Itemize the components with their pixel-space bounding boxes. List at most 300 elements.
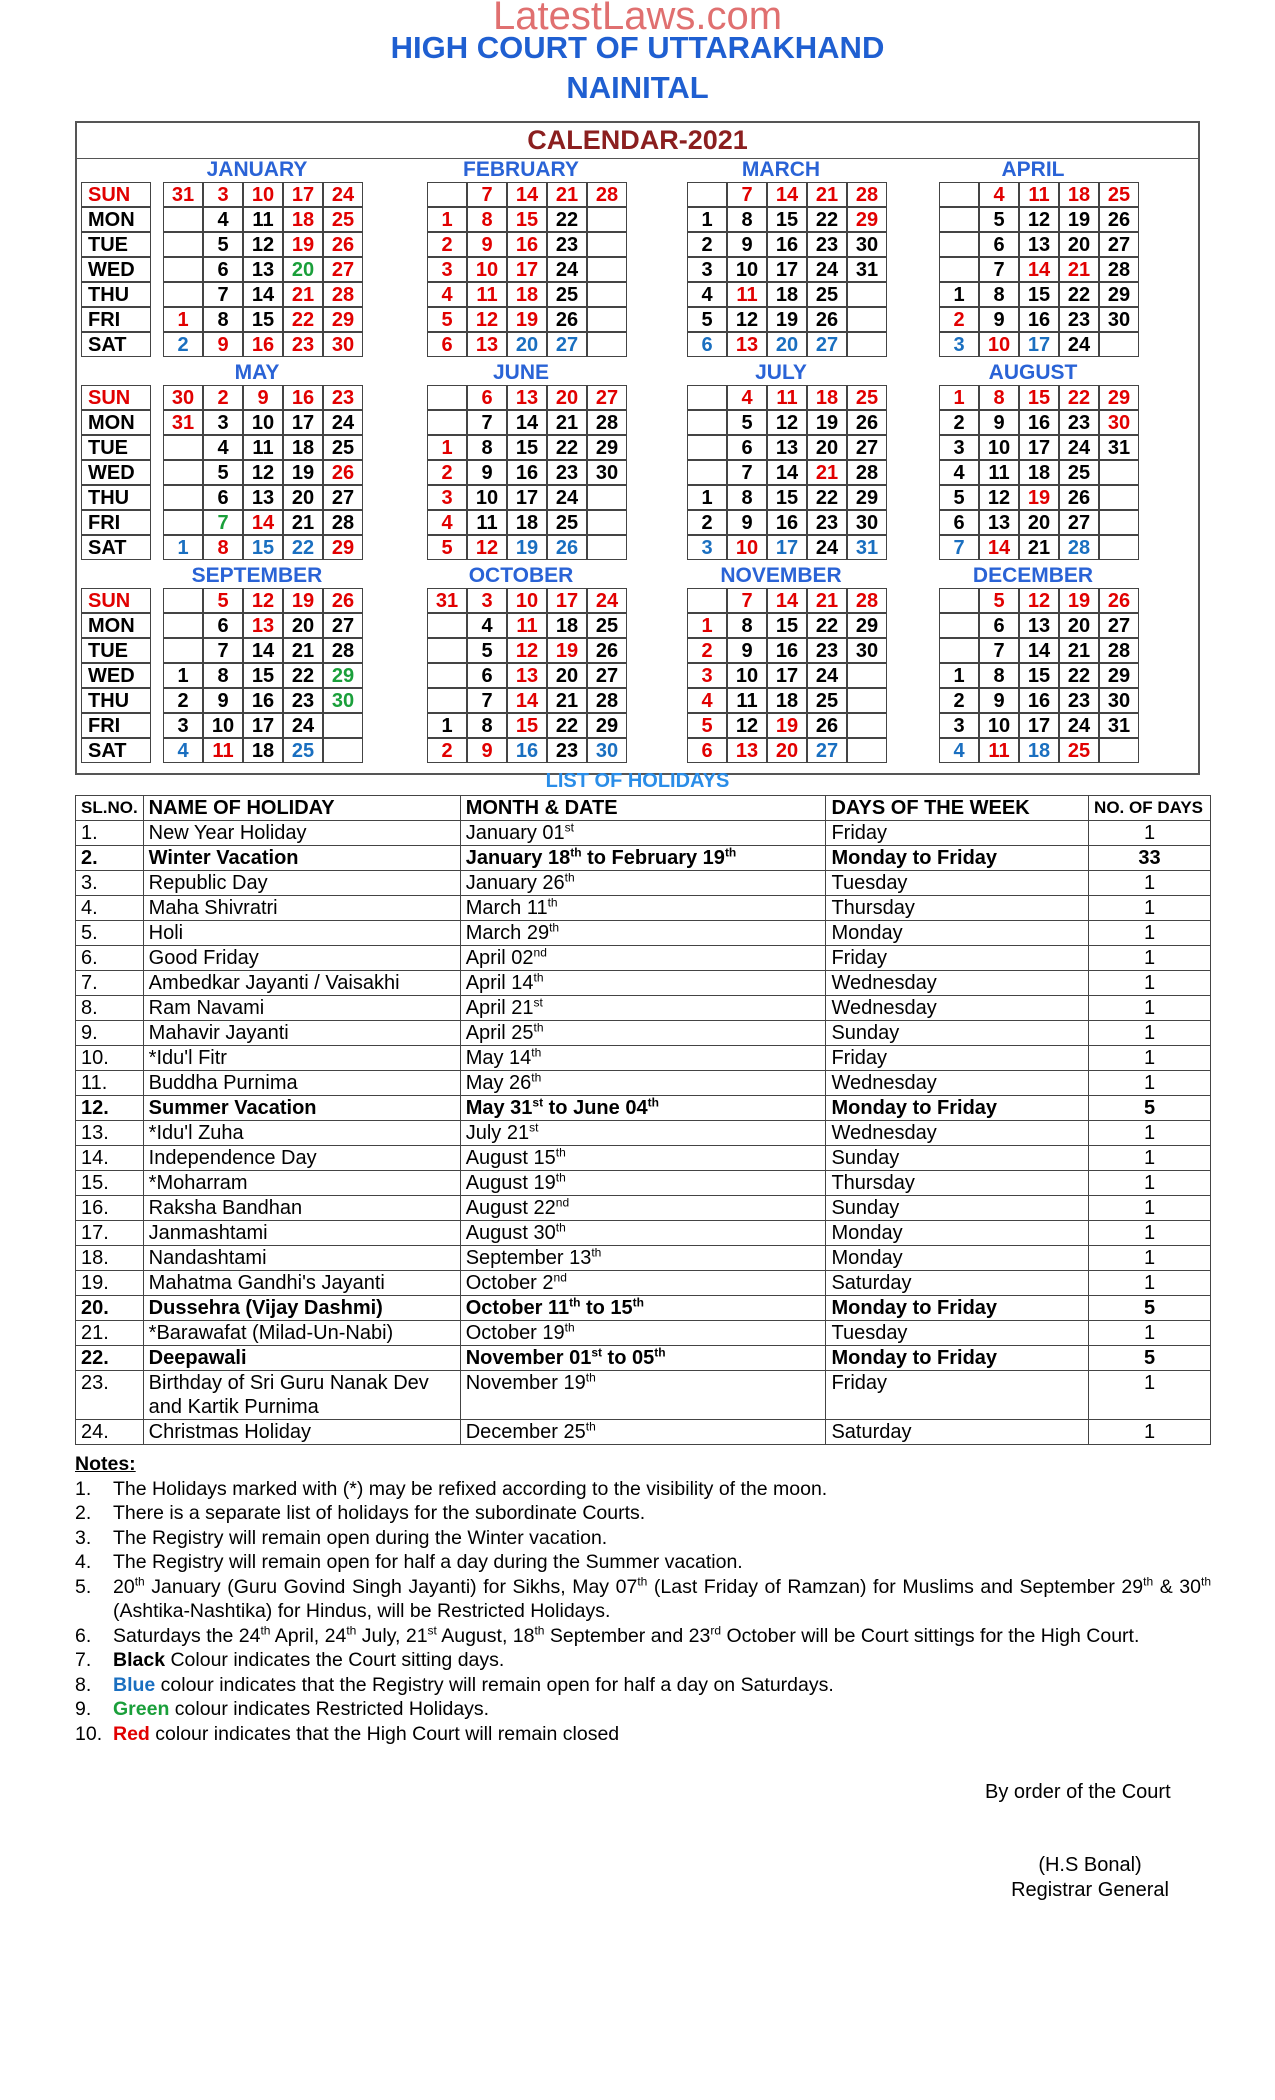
- date-cell: 6: [979, 613, 1019, 638]
- date-cell: 12: [507, 638, 547, 663]
- date-cell: 28: [1059, 535, 1099, 560]
- date-cell: 11: [979, 738, 1019, 763]
- date-cell: [163, 207, 203, 232]
- date-cell: 10: [727, 663, 767, 688]
- date-cell: [427, 638, 467, 663]
- date-cell: [687, 385, 727, 410]
- date-cell: 22: [547, 207, 587, 232]
- date-cell: 26: [587, 638, 627, 663]
- weekday-label: MON: [81, 613, 151, 638]
- holiday-name: Deepawali: [143, 1346, 460, 1371]
- holiday-slno: 8.: [76, 996, 144, 1021]
- weekday-label: TUE: [81, 232, 151, 257]
- holiday-name: *Idu'l Fitr: [143, 1046, 460, 1071]
- date-cell: 15: [507, 435, 547, 460]
- date-cell: 12: [467, 307, 507, 332]
- date-cell: [427, 613, 467, 638]
- holiday-date: August 19th: [460, 1171, 826, 1196]
- holiday-row: [76, 996, 1211, 1021]
- date-cell: 17: [1019, 332, 1059, 357]
- date-cell: 1: [687, 207, 727, 232]
- date-cell: 18: [283, 435, 323, 460]
- date-cell: 7: [939, 535, 979, 560]
- date-cell: 21: [547, 182, 587, 207]
- date-cell: 20: [283, 257, 323, 282]
- date-cell: 6: [427, 332, 467, 357]
- date-cell: 28: [847, 460, 887, 485]
- holiday-list-title: LIST OF HOLIDAYS: [545, 770, 730, 792]
- holiday-weekday: Friday: [826, 1046, 1089, 1071]
- date-cell: 22: [547, 435, 587, 460]
- date-cell: 6: [467, 385, 507, 410]
- holiday-row: [76, 1121, 1211, 1146]
- date-cell: 17: [547, 588, 587, 613]
- date-cell: 29: [323, 307, 363, 332]
- holiday-name: Good Friday: [143, 946, 460, 971]
- holiday-row: [76, 846, 1211, 871]
- date-cell: 20: [1019, 510, 1059, 535]
- holiday-days-count: 5: [1089, 1096, 1211, 1121]
- holiday-weekday: Tuesday: [826, 871, 1089, 896]
- holiday-row: [76, 1146, 1211, 1171]
- note-10: 10. Red colour indicates that the High Court will remain closed: [75, 1722, 620, 1745]
- date-cell: 22: [283, 663, 323, 688]
- month-name: JANUARY: [206, 158, 308, 181]
- date-cell: 12: [243, 460, 283, 485]
- holiday-name: *Moharram: [143, 1171, 460, 1196]
- date-cell: 30: [847, 638, 887, 663]
- date-cell: 3: [939, 713, 979, 738]
- holiday-date: January 01st: [460, 821, 826, 846]
- date-cell: 16: [767, 510, 807, 535]
- holiday-weekday: Tuesday: [826, 1321, 1089, 1346]
- date-cell: [939, 638, 979, 663]
- date-cell: 15: [243, 663, 283, 688]
- month-name: MAY: [234, 361, 280, 384]
- date-cell: 31: [847, 535, 887, 560]
- date-cell: 21: [283, 510, 323, 535]
- holiday-weekday: Wednesday: [826, 996, 1089, 1021]
- date-cell: 9: [979, 307, 1019, 332]
- date-cell: 25: [807, 282, 847, 307]
- date-cell: 29: [587, 713, 627, 738]
- note-1: 1. The Holidays marked with (*) may be refixed according to the visibility of the moon.: [75, 1477, 828, 1500]
- holiday-slno: 19.: [76, 1271, 144, 1296]
- date-cell: [847, 738, 887, 763]
- date-cell: 2: [163, 688, 203, 713]
- date-cell: 31: [427, 588, 467, 613]
- notes-heading: Notes:: [75, 1453, 136, 1475]
- date-cell: 5: [203, 588, 243, 613]
- weekday-label: SUN: [81, 182, 151, 207]
- holiday-weekday: Friday: [826, 1371, 1089, 1420]
- date-cell: 8: [203, 535, 243, 560]
- date-cell: 4: [427, 282, 467, 307]
- date-cell: 26: [547, 535, 587, 560]
- date-cell: 5: [939, 485, 979, 510]
- date-cell: 17: [767, 535, 807, 560]
- holiday-name: Ambedkar Jayanti / Vaisakhi: [143, 971, 460, 996]
- holiday-slno: 16.: [76, 1196, 144, 1221]
- date-cell: 30: [587, 738, 627, 763]
- date-cell: 19: [283, 460, 323, 485]
- date-cell: 5: [203, 460, 243, 485]
- date-cell: 3: [427, 257, 467, 282]
- date-cell: [687, 588, 727, 613]
- date-cell: 28: [587, 182, 627, 207]
- holiday-slno: 14.: [76, 1146, 144, 1171]
- date-cell: 3: [939, 332, 979, 357]
- date-cell: 9: [979, 410, 1019, 435]
- court-title: HIGH COURT OF UTTARAKHAND: [390, 30, 885, 65]
- date-cell: 26: [547, 307, 587, 332]
- date-cell: 30: [1099, 307, 1139, 332]
- date-cell: 29: [1099, 663, 1139, 688]
- date-cell: 1: [939, 282, 979, 307]
- date-cell: 18: [243, 738, 283, 763]
- date-cell: 5: [979, 588, 1019, 613]
- date-cell: 22: [283, 307, 323, 332]
- holiday-days-count: 1: [1089, 1420, 1211, 1445]
- date-cell: 24: [1059, 435, 1099, 460]
- holiday-date: January 18th to February 19th: [460, 846, 826, 871]
- holiday-row: [76, 1371, 1211, 1420]
- date-cell: [939, 207, 979, 232]
- date-cell: 7: [979, 257, 1019, 282]
- holiday-slno: 1.: [76, 821, 144, 846]
- date-cell: 22: [1059, 663, 1099, 688]
- holiday-row: [76, 1171, 1211, 1196]
- holiday-name: Mahavir Jayanti: [143, 1021, 460, 1046]
- date-cell: 20: [767, 332, 807, 357]
- date-cell: 16: [767, 638, 807, 663]
- date-cell: 6: [687, 332, 727, 357]
- holiday-days-count: 1: [1089, 1221, 1211, 1246]
- signature-block: [1000, 1853, 1180, 1903]
- date-cell: 20: [547, 663, 587, 688]
- date-cell: 9: [467, 232, 507, 257]
- holiday-days-count: 1: [1089, 921, 1211, 946]
- holiday-name: Birthday of Sri Guru Nanak Dev and Kartik Purnima: [143, 1371, 460, 1420]
- date-cell: 30: [1099, 410, 1139, 435]
- holiday-name: Dussehra (Vijay Dashmi): [143, 1296, 460, 1321]
- date-cell: 17: [767, 257, 807, 282]
- date-cell: 7: [979, 638, 1019, 663]
- holiday-days-count: 1: [1089, 1246, 1211, 1271]
- date-cell: 31: [1099, 713, 1139, 738]
- holiday-date: May 14th: [460, 1046, 826, 1071]
- date-cell: 29: [847, 207, 887, 232]
- date-cell: 28: [847, 588, 887, 613]
- col-header-date: MONTH & DATE: [460, 796, 826, 821]
- date-cell: [587, 535, 627, 560]
- date-cell: 9: [467, 738, 507, 763]
- holiday-days-count: 1: [1089, 1321, 1211, 1346]
- date-cell: [1099, 485, 1139, 510]
- date-cell: 16: [507, 232, 547, 257]
- date-cell: 24: [1059, 332, 1099, 357]
- holiday-weekday: Friday: [826, 821, 1089, 846]
- date-cell: 15: [767, 613, 807, 638]
- date-cell: 15: [243, 307, 283, 332]
- date-cell: 17: [507, 485, 547, 510]
- date-cell: 29: [323, 535, 363, 560]
- weekday-label: TUE: [81, 638, 151, 663]
- date-cell: 11: [727, 688, 767, 713]
- date-cell: 7: [467, 688, 507, 713]
- date-cell: 27: [587, 663, 627, 688]
- holiday-row: [76, 1096, 1211, 1121]
- holiday-days-count: 33: [1089, 846, 1211, 871]
- date-cell: 13: [467, 332, 507, 357]
- date-cell: 19: [547, 638, 587, 663]
- date-cell: 3: [163, 713, 203, 738]
- date-cell: 16: [507, 460, 547, 485]
- date-cell: 12: [727, 307, 767, 332]
- month-name: AUGUST: [988, 361, 1078, 384]
- date-cell: [163, 282, 203, 307]
- date-cell: 29: [323, 663, 363, 688]
- date-cell: 10: [467, 257, 507, 282]
- date-cell: 21: [1059, 638, 1099, 663]
- watermark: LatestLaws.com: [492, 0, 783, 38]
- date-cell: 28: [323, 510, 363, 535]
- date-cell: 30: [847, 232, 887, 257]
- date-cell: [587, 307, 627, 332]
- date-cell: [1099, 332, 1139, 357]
- date-cell: 6: [203, 613, 243, 638]
- date-cell: 2: [687, 638, 727, 663]
- date-cell: [1099, 535, 1139, 560]
- date-cell: 27: [587, 385, 627, 410]
- date-cell: 19: [1019, 485, 1059, 510]
- date-cell: 23: [807, 638, 847, 663]
- holiday-days-count: 1: [1089, 1171, 1211, 1196]
- date-cell: [847, 282, 887, 307]
- date-cell: 20: [507, 332, 547, 357]
- holiday-slno: 10.: [76, 1046, 144, 1071]
- weekday-label: SAT: [81, 332, 151, 357]
- holiday-date: December 25th: [460, 1420, 826, 1445]
- holiday-row: [76, 946, 1211, 971]
- date-cell: 10: [727, 535, 767, 560]
- date-cell: 17: [283, 182, 323, 207]
- date-cell: 8: [203, 307, 243, 332]
- holiday-days-count: 1: [1089, 1021, 1211, 1046]
- date-cell: 27: [807, 332, 847, 357]
- holiday-date: April 14th: [460, 971, 826, 996]
- date-cell: 1: [163, 535, 203, 560]
- date-cell: 30: [1099, 688, 1139, 713]
- holiday-days-count: 1: [1089, 946, 1211, 971]
- date-cell: 15: [1019, 282, 1059, 307]
- notes: [75, 1452, 1211, 1746]
- holiday-date: April 21st: [460, 996, 826, 1021]
- holiday-weekday: Saturday: [826, 1271, 1089, 1296]
- date-cell: 4: [203, 435, 243, 460]
- date-cell: 17: [283, 410, 323, 435]
- date-cell: 28: [587, 688, 627, 713]
- holiday-row: [76, 896, 1211, 921]
- date-cell: 3: [687, 535, 727, 560]
- note-4: 4. The Registry will remain open for half a day during the Summer vacation.: [75, 1551, 743, 1573]
- holiday-row: [76, 921, 1211, 946]
- holiday-slno: 24.: [76, 1420, 144, 1445]
- date-cell: 23: [547, 738, 587, 763]
- date-cell: 1: [939, 385, 979, 410]
- date-cell: 10: [467, 485, 507, 510]
- date-cell: 1: [163, 663, 203, 688]
- date-cell: 5: [427, 307, 467, 332]
- holiday-name: Janmashtami: [143, 1221, 460, 1246]
- date-cell: 14: [507, 688, 547, 713]
- date-cell: 31: [163, 182, 203, 207]
- date-cell: 20: [1059, 232, 1099, 257]
- holiday-row: [76, 971, 1211, 996]
- date-cell: [587, 485, 627, 510]
- date-cell: 12: [243, 588, 283, 613]
- date-cell: 23: [1059, 410, 1099, 435]
- date-cell: 19: [1059, 207, 1099, 232]
- date-cell: 4: [467, 613, 507, 638]
- holiday-row: [76, 1071, 1211, 1096]
- date-cell: 14: [767, 182, 807, 207]
- holiday-slno: 20.: [76, 1296, 144, 1321]
- date-cell: 1: [163, 307, 203, 332]
- date-cell: 1: [939, 663, 979, 688]
- date-cell: 11: [203, 738, 243, 763]
- date-cell: 31: [847, 257, 887, 282]
- date-cell: 18: [1059, 182, 1099, 207]
- date-cell: 25: [1099, 182, 1139, 207]
- date-cell: 20: [767, 738, 807, 763]
- date-cell: 4: [163, 738, 203, 763]
- date-cell: 13: [507, 385, 547, 410]
- date-cell: 4: [979, 182, 1019, 207]
- date-cell: 21: [283, 638, 323, 663]
- date-cell: 12: [979, 485, 1019, 510]
- order-line: By order of the Court: [985, 1781, 1171, 1803]
- holiday-weekday: Saturday: [826, 1420, 1089, 1445]
- date-cell: 16: [283, 385, 323, 410]
- date-cell: 25: [283, 738, 323, 763]
- date-cell: 22: [807, 207, 847, 232]
- holiday-name: Summer Vacation: [143, 1096, 460, 1121]
- date-cell: 14: [243, 638, 283, 663]
- date-cell: [939, 182, 979, 207]
- month-name: JULY: [755, 361, 807, 384]
- holiday-row: [76, 1321, 1211, 1346]
- col-header-name: NAME OF HOLIDAY: [143, 796, 460, 821]
- date-cell: 10: [979, 435, 1019, 460]
- holiday-name: Raksha Bandhan: [143, 1196, 460, 1221]
- holiday-date: August 15th: [460, 1146, 826, 1171]
- holiday-date: October 2nd: [460, 1271, 826, 1296]
- date-cell: [163, 232, 203, 257]
- date-cell: 17: [1019, 713, 1059, 738]
- holiday-date: August 30th: [460, 1221, 826, 1246]
- date-cell: 28: [847, 182, 887, 207]
- date-cell: [587, 232, 627, 257]
- date-cell: 12: [243, 232, 283, 257]
- date-cell: 25: [547, 510, 587, 535]
- date-cell: 28: [323, 282, 363, 307]
- date-cell: [687, 435, 727, 460]
- holiday-days-count: 1: [1089, 1146, 1211, 1171]
- date-cell: 8: [979, 282, 1019, 307]
- holiday-days-count: 1: [1089, 871, 1211, 896]
- date-cell: 26: [1059, 485, 1099, 510]
- date-cell: [939, 613, 979, 638]
- date-cell: 20: [807, 435, 847, 460]
- date-cell: 30: [163, 385, 203, 410]
- holiday-weekday: Thursday: [826, 896, 1089, 921]
- date-cell: 18: [807, 385, 847, 410]
- date-cell: [163, 588, 203, 613]
- holiday-weekday: Monday: [826, 1221, 1089, 1246]
- holiday-date: May 31st to June 04th: [460, 1096, 826, 1121]
- date-cell: 27: [847, 435, 887, 460]
- date-cell: 29: [1099, 385, 1139, 410]
- date-cell: 23: [283, 332, 323, 357]
- date-cell: 11: [1019, 182, 1059, 207]
- date-cell: 27: [323, 257, 363, 282]
- date-cell: 14: [243, 510, 283, 535]
- date-cell: 27: [1059, 510, 1099, 535]
- date-cell: 1: [687, 485, 727, 510]
- date-cell: 8: [467, 713, 507, 738]
- date-cell: 11: [767, 385, 807, 410]
- date-cell: 30: [587, 460, 627, 485]
- date-cell: 15: [1019, 385, 1059, 410]
- weekday-label: MON: [81, 207, 151, 232]
- date-cell: 27: [1099, 613, 1139, 638]
- date-cell: 11: [727, 282, 767, 307]
- date-cell: [163, 435, 203, 460]
- date-cell: 7: [727, 182, 767, 207]
- weekday-label: TUE: [81, 435, 151, 460]
- holiday-date: October 11th to 15th: [460, 1296, 826, 1321]
- holiday-days-count: 1: [1089, 821, 1211, 846]
- holiday-days-count: 1: [1089, 1071, 1211, 1096]
- note-8: 8. Blue colour indicates that the Registry will remain open for half a day on Saturdays.: [75, 1673, 834, 1696]
- holiday-slno: 13.: [76, 1121, 144, 1146]
- holiday-date: January 26th: [460, 871, 826, 896]
- holiday-row: [76, 1271, 1211, 1296]
- weekday-label: THU: [81, 485, 151, 510]
- holiday-slno: 6.: [76, 946, 144, 971]
- date-cell: 23: [807, 510, 847, 535]
- date-cell: [687, 410, 727, 435]
- date-cell: 25: [587, 613, 627, 638]
- date-cell: 8: [727, 613, 767, 638]
- date-cell: [587, 282, 627, 307]
- date-cell: 3: [203, 410, 243, 435]
- date-cell: 24: [807, 535, 847, 560]
- date-cell: 9: [727, 638, 767, 663]
- date-cell: 16: [1019, 688, 1059, 713]
- holiday-date: May 26th: [460, 1071, 826, 1096]
- date-cell: 29: [1099, 282, 1139, 307]
- holiday-date: September 13th: [460, 1246, 826, 1271]
- date-cell: 9: [203, 688, 243, 713]
- date-cell: 7: [203, 510, 243, 535]
- date-cell: 31: [163, 410, 203, 435]
- date-cell: 4: [687, 688, 727, 713]
- date-cell: 13: [507, 663, 547, 688]
- date-cell: 25: [323, 207, 363, 232]
- month-name: APRIL: [1001, 158, 1065, 181]
